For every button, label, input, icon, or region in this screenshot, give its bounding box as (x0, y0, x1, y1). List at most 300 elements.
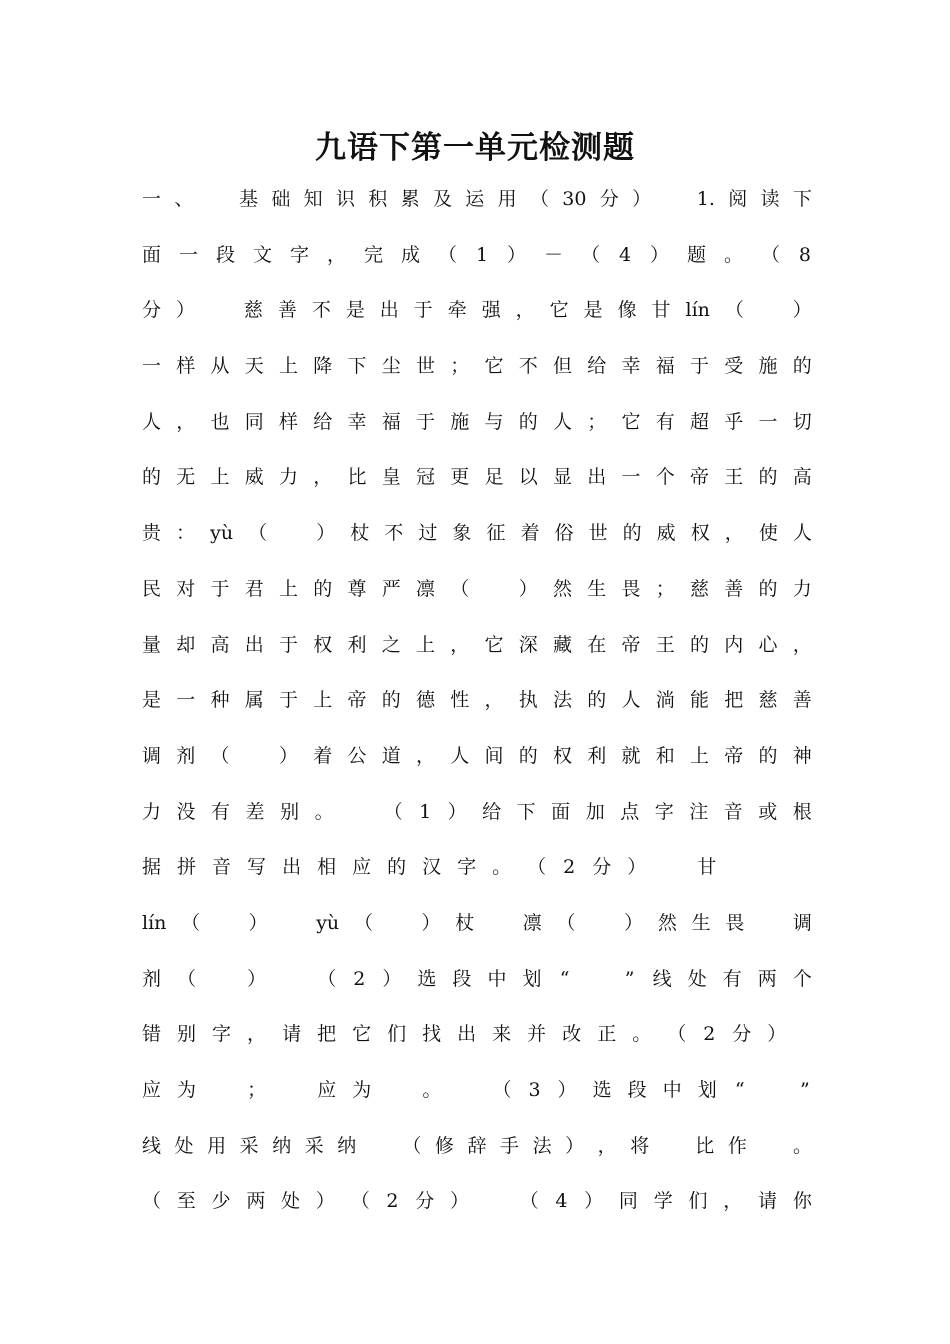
text-glyph: 的 (792, 355, 812, 378)
text-glyph: 应 (142, 1079, 162, 1101)
text-glyph: 的 (690, 633, 710, 656)
text-glyph: 上 (279, 355, 299, 378)
text-glyph: 上 (416, 633, 436, 656)
text-glyph: 在 (587, 633, 607, 656)
text-glyph: 一 (621, 466, 641, 489)
text-glyph: 个 (655, 466, 675, 489)
text-glyph: 至 (176, 1190, 196, 1213)
text-glyph: 善 (792, 689, 812, 712)
text-glyph: “ (734, 1079, 745, 1101)
text-glyph (588, 952, 607, 1008)
text-glyph: 采 (239, 1134, 259, 1157)
text-glyph: 力 (142, 800, 162, 823)
text-glyph: 或 (758, 800, 778, 823)
text-glyph: 君 (244, 577, 264, 600)
text-glyph: 2 (563, 856, 576, 879)
text-glyph: 于 (279, 633, 299, 656)
text-glyph: 甘 (651, 299, 671, 322)
text-glyph: （ (438, 243, 458, 266)
text-glyph (759, 896, 778, 952)
text-glyph: 用 (207, 1134, 227, 1157)
text-glyph: 权 (553, 744, 573, 767)
text-glyph: 显 (553, 466, 573, 489)
text-glyph: 幸 (621, 355, 641, 378)
text-line (142, 1119, 812, 1175)
text-glyph: ） (792, 299, 812, 322)
text-glyph: 累 (400, 188, 420, 210)
text-glyph: 像 (617, 299, 637, 322)
text-glyph: 音 (723, 800, 743, 823)
text-glyph: 慈 (690, 577, 710, 600)
text-glyph: 藏 (553, 633, 573, 656)
text-glyph: ， (515, 299, 535, 322)
text-glyph: 有 (211, 800, 231, 823)
text-glyph: 个 (792, 967, 812, 990)
text-glyph: 杖 (350, 522, 370, 545)
text-glyph: 下 (792, 188, 812, 210)
text-glyph: 过 (418, 522, 438, 545)
text-line (142, 1174, 812, 1230)
text-glyph: 它 (549, 299, 569, 322)
text-glyph: 处 (281, 1190, 301, 1213)
text-glyph (489, 896, 508, 952)
text-glyph: 有 (722, 967, 742, 990)
text-glyph: 民 (142, 577, 162, 600)
text-line (142, 618, 812, 674)
text-glyph: 天 (244, 355, 264, 378)
text-glyph: 请 (758, 1190, 778, 1213)
text-glyph: ） (247, 967, 267, 990)
text-glyph: 手 (500, 1134, 520, 1157)
text-glyph: 给 (313, 410, 333, 433)
text-glyph: 法 (553, 689, 573, 712)
text-glyph: 下 (516, 800, 536, 823)
text-glyph: 写 (247, 856, 267, 879)
text-glyph: 它 (621, 410, 641, 433)
text-glyph: 给 (482, 800, 502, 823)
text-glyph: 不 (518, 355, 538, 378)
text-glyph: 也 (210, 410, 230, 433)
text-glyph: 与 (484, 410, 504, 433)
text-glyph: 正 (597, 1023, 617, 1046)
text-glyph: （ (529, 188, 549, 210)
text-glyph (388, 896, 407, 952)
text-glyph: 线 (142, 1134, 162, 1157)
text-glyph: 们 (387, 1023, 407, 1046)
text-glyph: 用 (497, 188, 517, 210)
text-glyph: ） (315, 1190, 335, 1213)
text-glyph: 德 (416, 689, 436, 712)
text-glyph: 福 (381, 410, 401, 433)
text-glyph: 纳 (272, 1134, 292, 1157)
text-glyph: ） (450, 1190, 470, 1213)
text-glyph: 力 (792, 577, 812, 600)
text-glyph: 然 (553, 577, 573, 600)
text-line (142, 339, 812, 395)
text-glyph: 中 (487, 967, 507, 990)
text-glyph (485, 1174, 504, 1230)
text-glyph: 拼 (177, 856, 197, 879)
text-glyph: 是 (345, 299, 365, 322)
text-glyph: 面 (142, 243, 162, 266)
text-glyph: lín (685, 299, 710, 322)
text-glyph: 人 (450, 744, 470, 767)
text-glyph: 一 (142, 188, 162, 210)
text-glyph: （ (667, 1023, 687, 1046)
text-glyph: （ (402, 1134, 422, 1157)
text-glyph: 比 (695, 1134, 715, 1157)
text-glyph: “ (559, 967, 570, 990)
page-title: 九语下第一单元检测题 (315, 130, 635, 166)
text-glyph: 执 (518, 689, 538, 712)
text-glyph: 识 (335, 188, 355, 210)
text-glyph: 为 (177, 1079, 197, 1101)
text-glyph: 就 (621, 744, 641, 767)
text-glyph: 来 (492, 1023, 512, 1046)
text-glyph: ） (382, 967, 402, 990)
text-glyph: （ (383, 800, 403, 823)
text-glyph: 同 (244, 410, 264, 433)
text-glyph: 的 (758, 466, 778, 489)
text-glyph (763, 1063, 782, 1119)
text-glyph: 凛 (522, 911, 542, 934)
text-glyph: 施 (450, 410, 470, 433)
text-glyph: 点 (620, 800, 640, 823)
text-line (142, 896, 812, 952)
text-glyph: 应 (317, 1079, 337, 1101)
text-glyph: 们 (688, 1190, 708, 1213)
text-glyph: 。 (792, 1134, 812, 1157)
text-glyph: 和 (655, 744, 675, 767)
text-glyph: 于 (279, 689, 299, 712)
text-glyph: 上 (313, 689, 333, 712)
text-glyph: （ (724, 299, 744, 322)
text-glyph: 修 (434, 1134, 454, 1157)
text-glyph: 于 (210, 577, 230, 600)
text-glyph: 线 (652, 967, 672, 990)
text-glyph: 字 (290, 243, 310, 266)
text-glyph: 然 (657, 911, 677, 934)
text-glyph: 公 (347, 744, 367, 767)
text-glyph: 没 (176, 800, 196, 823)
text-glyph: 及 (432, 188, 452, 210)
text-glyph: 划 (697, 1079, 717, 1101)
text-glyph (759, 283, 778, 339)
text-glyph: ） (447, 800, 467, 823)
text-glyph: 超 (690, 410, 710, 433)
text-glyph: 别 (280, 800, 300, 823)
text-glyph: 甘 (697, 856, 717, 879)
text-glyph: ） (632, 188, 652, 210)
text-glyph: lín (142, 911, 167, 934)
text-line (142, 562, 812, 618)
text-glyph: 皇 (381, 466, 401, 489)
text-glyph: 从 (210, 355, 230, 378)
text-glyph: ； (450, 355, 470, 378)
text-line (142, 395, 812, 451)
text-glyph: 应 (352, 856, 372, 879)
text-glyph: 俗 (554, 522, 574, 545)
text-glyph: （ (760, 243, 780, 266)
text-glyph: 人 (142, 410, 162, 433)
text-glyph: 作 (727, 1134, 747, 1157)
text-glyph: （ (450, 577, 470, 600)
text-glyph: 分 (415, 1190, 435, 1213)
text-glyph: 施 (758, 355, 778, 378)
text-glyph (457, 1063, 476, 1119)
text-glyph: 着 (313, 744, 333, 767)
text-glyph: 音 (212, 856, 232, 879)
text-glyph (663, 1119, 682, 1175)
text-glyph: （ (210, 744, 230, 767)
text-glyph: 出 (244, 633, 264, 656)
text-glyph: （ (177, 967, 197, 990)
text-glyph (387, 1063, 406, 1119)
text-glyph: 世 (588, 522, 608, 545)
text-glyph (282, 506, 301, 562)
text-glyph: 法 (532, 1134, 552, 1157)
text-glyph (485, 562, 504, 618)
text-glyph: 人 (792, 522, 812, 545)
text-glyph: 心 (758, 633, 778, 656)
text-glyph: 降 (313, 355, 333, 378)
text-glyph: 高 (792, 466, 812, 489)
text-glyph: 、 (174, 188, 194, 210)
text-glyph: 对 (176, 577, 196, 600)
text-glyph: （ (248, 522, 268, 545)
text-glyph: 善 (277, 299, 297, 322)
text-glyph: 两 (757, 967, 777, 990)
text-glyph: 征 (486, 522, 506, 545)
text-glyph: 人 (621, 689, 641, 712)
text-glyph: 。 (492, 856, 512, 879)
text-glyph: 威 (244, 466, 264, 489)
text-glyph: 的 (518, 744, 538, 767)
text-glyph: 样 (176, 355, 196, 378)
text-glyph: ） (565, 1134, 585, 1157)
text-glyph: ） (557, 1079, 577, 1101)
text-glyph: 2 (703, 1023, 716, 1046)
text-glyph: 出 (587, 466, 607, 489)
text-glyph: 两 (246, 1190, 266, 1213)
text-glyph: 学 (653, 1190, 673, 1213)
text-glyph: 但 (553, 355, 573, 378)
text-glyph: ； (655, 577, 675, 600)
text-glyph: （ (317, 967, 337, 990)
text-glyph: ） (649, 243, 669, 266)
text-glyph: 辞 (467, 1134, 487, 1157)
text-glyph: 有 (655, 410, 675, 433)
text-glyph: ； (247, 1079, 267, 1101)
text-glyph: 并 (527, 1023, 547, 1046)
text-line (142, 283, 812, 339)
text-glyph: ） (624, 911, 644, 934)
text-glyph: ） (767, 1023, 787, 1046)
text-glyph: 4 (555, 1190, 568, 1213)
text-glyph: ） (279, 744, 299, 767)
text-glyph (212, 1063, 231, 1119)
text-glyph: 帝 (347, 689, 367, 712)
text-glyph: 分 (592, 856, 612, 879)
text-glyph: 分 (599, 188, 619, 210)
text-glyph: 文 (253, 243, 273, 266)
text-glyph: 找 (422, 1023, 442, 1046)
text-glyph: 注 (689, 800, 709, 823)
text-glyph: 的 (518, 410, 538, 433)
text-glyph: 帝 (690, 466, 710, 489)
text-glyph (207, 172, 226, 228)
text-glyph (590, 896, 609, 952)
text-glyph: 幸 (347, 410, 367, 433)
text-glyph: ， (597, 1134, 617, 1157)
text-glyph: 善 (724, 577, 744, 600)
text-glyph: 的 (587, 689, 607, 712)
text-glyph: 为 (352, 1079, 372, 1101)
text-glyph: ， (327, 243, 347, 266)
text-glyph: 请 (282, 1023, 302, 1046)
text-glyph: 加 (585, 800, 605, 823)
text-glyph: 间 (484, 744, 504, 767)
text-glyph: 生 (587, 577, 607, 600)
text-glyph: 权 (690, 522, 710, 545)
text-glyph (370, 1119, 389, 1175)
text-glyph: 慈 (243, 299, 263, 322)
text-glyph (215, 896, 234, 952)
text-glyph: 生 (691, 911, 711, 934)
text-glyph: 相 (317, 856, 337, 879)
text-glyph: ） (316, 522, 336, 545)
text-glyph: 的 (381, 689, 401, 712)
text-glyph: 道 (381, 744, 401, 767)
text-glyph: 福 (655, 355, 675, 378)
text-glyph: 王 (655, 633, 675, 656)
text-glyph: ， (176, 410, 196, 433)
text-glyph: 畏 (621, 577, 641, 600)
text-glyph: 之 (381, 633, 401, 656)
text-glyph: 不 (384, 522, 404, 545)
text-glyph: 利 (587, 744, 607, 767)
text-glyph: 把 (724, 689, 744, 712)
text-glyph: 知 (303, 188, 323, 210)
text-glyph: 据 (142, 856, 162, 879)
text-line (142, 228, 812, 284)
text-glyph (282, 896, 301, 952)
text-glyph: （ (350, 1190, 370, 1213)
text-glyph: 少 (211, 1190, 231, 1213)
text-glyph: 慈 (758, 689, 778, 712)
text-glyph: 却 (176, 633, 196, 656)
text-glyph: 中 (662, 1079, 682, 1101)
text-glyph: 。 (422, 1079, 442, 1101)
text-glyph: 帝 (724, 744, 744, 767)
text-glyph: 给 (587, 355, 607, 378)
text-glyph: 量 (142, 633, 162, 656)
text-glyph (212, 952, 231, 1008)
text-glyph: 础 (271, 188, 291, 210)
text-glyph: 3 (528, 1079, 541, 1101)
text-glyph: ， (247, 1023, 267, 1046)
text-glyph: 差 (245, 800, 265, 823)
text-glyph: 不 (311, 299, 331, 322)
text-glyph: （ (556, 911, 576, 934)
text-glyph: 严 (381, 577, 401, 600)
text-glyph: 根 (792, 800, 812, 823)
text-glyph: 出 (379, 299, 399, 322)
text-glyph: 一 (179, 243, 199, 266)
text-glyph: 处 (174, 1134, 194, 1157)
text-glyph: （ (519, 1190, 539, 1213)
text-line (142, 506, 812, 562)
text-glyph: 字 (654, 800, 674, 823)
text-glyph: 样 (279, 410, 299, 433)
text-glyph: 强 (481, 299, 501, 322)
text-glyph: 力 (279, 466, 299, 489)
text-glyph: 性 (450, 689, 470, 712)
text-glyph: 选 (592, 1079, 612, 1101)
text-glyph: 完 (364, 243, 384, 266)
text-glyph: 面 (551, 800, 571, 823)
text-glyph: ， (416, 744, 436, 767)
text-glyph: 乎 (724, 410, 744, 433)
text-glyph: 能 (690, 689, 710, 712)
text-glyph: ， (792, 633, 812, 656)
text-line (142, 840, 812, 896)
text-glyph: 成 (401, 243, 421, 266)
text-glyph: ） (175, 299, 195, 322)
text-line (142, 952, 812, 1008)
text-glyph: 把 (317, 1023, 337, 1046)
text-glyph: 畏 (725, 911, 745, 934)
text-glyph: ， (723, 1190, 743, 1213)
text-glyph: 。 (723, 243, 743, 266)
text-line (142, 673, 812, 729)
text-glyph: 调 (142, 744, 162, 767)
text-glyph: ） (584, 1190, 604, 1213)
text-glyph: ” (800, 1079, 810, 1101)
text-glyph: ） (627, 856, 647, 879)
text-glyph: 高 (210, 633, 230, 656)
text-glyph: 内 (724, 633, 744, 656)
text-glyph: 世 (416, 355, 436, 378)
text-glyph: 。 (314, 800, 334, 823)
text-glyph: 1 (475, 243, 489, 266)
text-glyph: 于 (416, 410, 436, 433)
text-glyph: 人 (553, 410, 573, 433)
text-glyph: ） (506, 243, 526, 266)
text-glyph: 运 (465, 188, 485, 210)
text-glyph: yù (210, 522, 234, 545)
text-glyph: 足 (484, 466, 504, 489)
text-line (142, 729, 812, 785)
text-glyph: 深 (518, 633, 538, 656)
text-glyph: 出 (457, 1023, 477, 1046)
text-glyph: 尊 (347, 577, 367, 600)
text-glyph: 的 (758, 744, 778, 767)
text-glyph: 一 (142, 355, 162, 378)
text-glyph: （ (142, 1190, 162, 1213)
text-glyph: 凛 (416, 577, 436, 600)
text-glyph: 30 (562, 188, 587, 210)
text-glyph: 利 (347, 633, 367, 656)
text-glyph: 出 (282, 856, 302, 879)
text-glyph: 1. (696, 188, 715, 210)
text-glyph: 处 (687, 967, 707, 990)
text-glyph: 一 (176, 689, 196, 712)
text-glyph: 读 (760, 188, 780, 210)
text-line (142, 1063, 812, 1119)
text-glyph: ， (450, 633, 470, 656)
text-glyph: 字 (212, 1023, 232, 1046)
